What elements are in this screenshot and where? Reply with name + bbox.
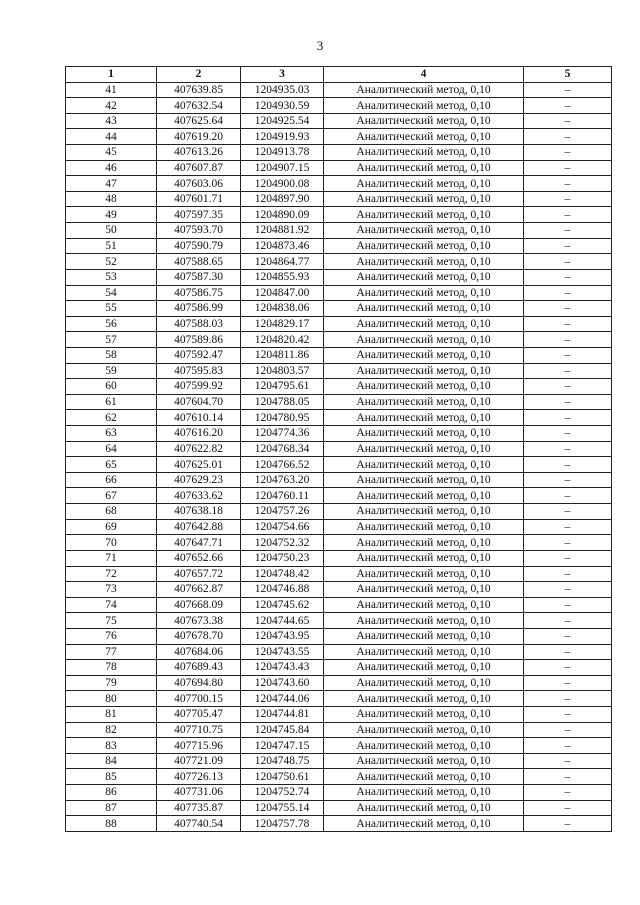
cell-point-number: 55 [66,301,157,317]
cell-x: 407705.47 [157,706,241,722]
table-row [66,785,612,801]
cell-method: Аналитический метод, 0,10 [324,98,524,114]
cell-point-number: 64 [66,441,157,457]
cell-method: Аналитический метод, 0,10 [324,145,524,161]
table-row [66,332,612,348]
cell-y: 1204743.55 [241,644,324,660]
cell-method: Аналитический метод, 0,10 [324,191,524,207]
cell-description: – [524,769,612,785]
table-row [66,426,612,442]
cell-point-number: 60 [66,379,157,395]
cell-y: 1204743.60 [241,675,324,691]
cell-y: 1204913.78 [241,145,324,161]
cell-point-number: 84 [66,753,157,769]
cell-y: 1204752.32 [241,535,324,551]
cell-point-number: 49 [66,207,157,223]
table-row [66,113,612,129]
cell-point-number: 72 [66,566,157,582]
cell-description: – [524,347,612,363]
cell-description: – [524,628,612,644]
table-row [66,379,612,395]
cell-x: 407589.86 [157,332,241,348]
cell-y: 1204748.42 [241,566,324,582]
cell-method: Аналитический метод, 0,10 [324,613,524,629]
cell-y: 1204907.15 [241,160,324,176]
table-row [66,410,612,426]
cell-y: 1204744.65 [241,613,324,629]
cell-x: 407586.75 [157,285,241,301]
cell-point-number: 59 [66,363,157,379]
cell-y: 1204748.75 [241,753,324,769]
cell-y: 1204855.93 [241,269,324,285]
cell-method: Аналитический метод, 0,10 [324,176,524,192]
cell-point-number: 79 [66,675,157,691]
cell-x: 407710.75 [157,722,241,738]
cell-point-number: 47 [66,176,157,192]
cell-point-number: 62 [66,410,157,426]
cell-x: 407632.54 [157,98,241,114]
page-number: 3 [316,38,324,53]
cell-y: 1204864.77 [241,254,324,270]
cell-method: Аналитический метод, 0,10 [324,706,524,722]
cell-x: 407616.20 [157,426,241,442]
cell-description: – [524,129,612,145]
cell-x: 407625.01 [157,457,241,473]
cell-method: Аналитический метод, 0,10 [324,472,524,488]
cell-x: 407586.99 [157,301,241,317]
cell-point-number: 46 [66,160,157,176]
cell-method: Аналитический метод, 0,10 [324,816,524,832]
cell-y: 1204935.03 [241,82,324,98]
cell-y: 1204743.43 [241,660,324,676]
column-header-x: 2 [157,67,241,83]
table-row [66,129,612,145]
cell-method: Аналитический метод, 0,10 [324,238,524,254]
cell-x: 407619.20 [157,129,241,145]
cell-point-number: 71 [66,550,157,566]
cell-y: 1204743.95 [241,628,324,644]
cell-method: Аналитический метод, 0,10 [324,597,524,613]
table-row [66,660,612,676]
cell-x: 407721.09 [157,753,241,769]
cell-method: Аналитический метод, 0,10 [324,675,524,691]
cell-point-number: 81 [66,706,157,722]
cell-description: – [524,379,612,395]
cell-description: – [524,207,612,223]
cell-method: Аналитический метод, 0,10 [324,753,524,769]
cell-y: 1204774.36 [241,426,324,442]
cell-y: 1204757.26 [241,504,324,520]
cell-method: Аналитический метод, 0,10 [324,223,524,239]
cell-description: – [524,285,612,301]
cell-x: 407629.23 [157,472,241,488]
cell-description: – [524,519,612,535]
table-row [66,285,612,301]
cell-point-number: 68 [66,504,157,520]
cell-point-number: 87 [66,800,157,816]
cell-x: 407689.43 [157,660,241,676]
cell-x: 407731.06 [157,785,241,801]
cell-y: 1204754.66 [241,519,324,535]
cell-point-number: 76 [66,628,157,644]
table-row [66,800,612,816]
table-row [66,269,612,285]
cell-point-number: 67 [66,488,157,504]
cell-method: Аналитический метод, 0,10 [324,254,524,270]
cell-y: 1204925.54 [241,113,324,129]
cell-x: 407633.62 [157,488,241,504]
cell-description: – [524,488,612,504]
cell-y: 1204750.61 [241,769,324,785]
cell-description: – [524,98,612,114]
cell-y: 1204900.08 [241,176,324,192]
cell-point-number: 48 [66,191,157,207]
cell-x: 407597.35 [157,207,241,223]
cell-point-number: 52 [66,254,157,270]
table-row [66,566,612,582]
cell-method: Аналитический метод, 0,10 [324,582,524,598]
cell-description: – [524,191,612,207]
table-row [66,722,612,738]
table-row [66,504,612,520]
cell-description: – [524,800,612,816]
cell-y: 1204763.20 [241,472,324,488]
cell-method: Аналитический метод, 0,10 [324,644,524,660]
cell-point-number: 65 [66,457,157,473]
cell-y: 1204768.34 [241,441,324,457]
cell-y: 1204829.17 [241,316,324,332]
cell-x: 407668.09 [157,597,241,613]
cell-method: Аналитический метод, 0,10 [324,301,524,317]
cell-point-number: 82 [66,722,157,738]
cell-description: – [524,644,612,660]
table-row [66,441,612,457]
cell-x: 407735.87 [157,800,241,816]
table-row [66,488,612,504]
cell-x: 407590.79 [157,238,241,254]
cell-point-number: 43 [66,113,157,129]
column-header-point-number: 1 [66,67,157,83]
cell-point-number: 73 [66,582,157,598]
cell-point-number: 51 [66,238,157,254]
cell-x: 407601.71 [157,191,241,207]
cell-description: – [524,722,612,738]
table-row [66,207,612,223]
cell-y: 1204752.74 [241,785,324,801]
cell-method: Аналитический метод, 0,10 [324,800,524,816]
cell-description: – [524,410,612,426]
cell-description: – [524,660,612,676]
cell-point-number: 88 [66,816,157,832]
cell-x: 407588.03 [157,316,241,332]
cell-y: 1204747.15 [241,738,324,754]
cell-method: Аналитический метод, 0,10 [324,628,524,644]
cell-y: 1204755.14 [241,800,324,816]
table-row [66,582,612,598]
cell-x: 407622.82 [157,441,241,457]
table-row [66,628,612,644]
cell-y: 1204890.09 [241,207,324,223]
cell-description: – [524,254,612,270]
cell-description: – [524,176,612,192]
cell-description: – [524,301,612,317]
cell-point-number: 41 [66,82,157,98]
cell-method: Аналитический метод, 0,10 [324,738,524,754]
column-header-description: 5 [524,67,612,83]
cell-description: – [524,566,612,582]
cell-point-number: 75 [66,613,157,629]
table-row [66,644,612,660]
cell-method: Аналитический метод, 0,10 [324,316,524,332]
table-row [66,363,612,379]
cell-y: 1204897.90 [241,191,324,207]
cell-point-number: 77 [66,644,157,660]
cell-y: 1204744.06 [241,691,324,707]
cell-method: Аналитический метод, 0,10 [324,660,524,676]
cell-x: 407673.38 [157,613,241,629]
table-body [66,82,612,831]
cell-method: Аналитический метод, 0,10 [324,129,524,145]
table-row [66,347,612,363]
cell-x: 407595.83 [157,363,241,379]
cell-description: – [524,504,612,520]
cell-method: Аналитический метод, 0,10 [324,394,524,410]
cell-description: – [524,582,612,598]
table-row [66,738,612,754]
cell-method: Аналитический метод, 0,10 [324,457,524,473]
cell-y: 1204919.93 [241,129,324,145]
cell-method: Аналитический метод, 0,10 [324,426,524,442]
cell-point-number: 74 [66,597,157,613]
cell-method: Аналитический метод, 0,10 [324,519,524,535]
table-row [66,613,612,629]
cell-description: – [524,441,612,457]
cell-y: 1204766.52 [241,457,324,473]
cell-point-number: 53 [66,269,157,285]
cell-point-number: 54 [66,285,157,301]
table-row [66,706,612,722]
cell-description: – [524,269,612,285]
cell-x: 407678.70 [157,628,241,644]
table-row [66,816,612,832]
cell-y: 1204803.57 [241,363,324,379]
table-header-row [66,67,612,83]
cell-method: Аналитический метод, 0,10 [324,550,524,566]
cell-method: Аналитический метод, 0,10 [324,691,524,707]
cell-point-number: 50 [66,223,157,239]
cell-x: 407647.71 [157,535,241,551]
cell-x: 407603.06 [157,176,241,192]
table-row [66,223,612,239]
cell-description: – [524,223,612,239]
cell-x: 407587.30 [157,269,241,285]
cell-point-number: 70 [66,535,157,551]
cell-x: 407684.06 [157,644,241,660]
cell-x: 407625.64 [157,113,241,129]
cell-point-number: 78 [66,660,157,676]
cell-method: Аналитический метод, 0,10 [324,285,524,301]
cell-y: 1204746.88 [241,582,324,598]
coordinates-table [65,66,612,832]
table-row [66,769,612,785]
cell-x: 407642.88 [157,519,241,535]
cell-x: 407639.85 [157,82,241,98]
cell-description: – [524,597,612,613]
cell-point-number: 80 [66,691,157,707]
table-row [66,316,612,332]
cell-method: Аналитический метод, 0,10 [324,113,524,129]
cell-x: 407662.87 [157,582,241,598]
cell-y: 1204760.11 [241,488,324,504]
cell-x: 407694.80 [157,675,241,691]
cell-x: 407607.87 [157,160,241,176]
cell-x: 407593.70 [157,223,241,239]
table-row [66,301,612,317]
cell-method: Аналитический метод, 0,10 [324,160,524,176]
column-header-method: 4 [324,67,524,83]
cell-description: – [524,738,612,754]
cell-y: 1204847.00 [241,285,324,301]
cell-y: 1204745.84 [241,722,324,738]
cell-point-number: 58 [66,347,157,363]
cell-method: Аналитический метод, 0,10 [324,769,524,785]
table-row [66,753,612,769]
cell-description: – [524,426,612,442]
cell-x: 407657.72 [157,566,241,582]
cell-description: – [524,82,612,98]
table-row [66,254,612,270]
cell-x: 407592.47 [157,347,241,363]
cell-description: – [524,394,612,410]
cell-description: – [524,457,612,473]
cell-point-number: 69 [66,519,157,535]
cell-point-number: 85 [66,769,157,785]
cell-description: – [524,675,612,691]
cell-point-number: 42 [66,98,157,114]
cell-method: Аналитический метод, 0,10 [324,535,524,551]
cell-x: 407652.66 [157,550,241,566]
table-row [66,394,612,410]
cell-point-number: 66 [66,472,157,488]
cell-description: – [524,535,612,551]
cell-method: Аналитический метод, 0,10 [324,207,524,223]
cell-x: 407700.15 [157,691,241,707]
cell-description: – [524,550,612,566]
table-row [66,191,612,207]
table-row [66,160,612,176]
cell-method: Аналитический метод, 0,10 [324,363,524,379]
cell-x: 407610.14 [157,410,241,426]
table-row [66,176,612,192]
cell-description: – [524,316,612,332]
table-row [66,457,612,473]
table-row [66,145,612,161]
cell-point-number: 86 [66,785,157,801]
cell-x: 407604.70 [157,394,241,410]
cell-method: Аналитический метод, 0,10 [324,441,524,457]
cell-method: Аналитический метод, 0,10 [324,332,524,348]
table-row [66,597,612,613]
cell-description: – [524,113,612,129]
cell-method: Аналитический метод, 0,10 [324,347,524,363]
cell-method: Аналитический метод, 0,10 [324,504,524,520]
cell-x: 407715.96 [157,738,241,754]
table-row [66,472,612,488]
cell-description: – [524,472,612,488]
cell-description: – [524,691,612,707]
cell-description: – [524,332,612,348]
cell-x: 407588.65 [157,254,241,270]
cell-method: Аналитический метод, 0,10 [324,269,524,285]
cell-y: 1204930.59 [241,98,324,114]
cell-point-number: 57 [66,332,157,348]
table-row [66,519,612,535]
cell-point-number: 44 [66,129,157,145]
cell-point-number: 45 [66,145,157,161]
cell-method: Аналитический метод, 0,10 [324,410,524,426]
cell-description: – [524,706,612,722]
cell-point-number: 56 [66,316,157,332]
cell-method: Аналитический метод, 0,10 [324,566,524,582]
cell-description: – [524,816,612,832]
cell-y: 1204788.05 [241,394,324,410]
cell-y: 1204780.95 [241,410,324,426]
cell-description: – [524,238,612,254]
cell-description: – [524,145,612,161]
cell-y: 1204881.92 [241,223,324,239]
cell-description: – [524,785,612,801]
cell-description: – [524,160,612,176]
cell-x: 407638.18 [157,504,241,520]
table-row [66,691,612,707]
cell-description: – [524,363,612,379]
cell-method: Аналитический метод, 0,10 [324,82,524,98]
cell-x: 407740.54 [157,816,241,832]
cell-method: Аналитический метод, 0,10 [324,722,524,738]
cell-method: Аналитический метод, 0,10 [324,785,524,801]
table-row [66,238,612,254]
cell-y: 1204795.61 [241,379,324,395]
cell-y: 1204757.78 [241,816,324,832]
cell-x: 407726.13 [157,769,241,785]
column-header-y: 3 [241,67,324,83]
table-row [66,550,612,566]
cell-method: Аналитический метод, 0,10 [324,379,524,395]
cell-point-number: 83 [66,738,157,754]
cell-x: 407613.26 [157,145,241,161]
cell-y: 1204744.81 [241,706,324,722]
table-row [66,82,612,98]
cell-y: 1204745.62 [241,597,324,613]
cell-y: 1204811.86 [241,347,324,363]
cell-y: 1204873.46 [241,238,324,254]
table-row [66,535,612,551]
cell-y: 1204820.42 [241,332,324,348]
cell-description: – [524,613,612,629]
cell-point-number: 63 [66,426,157,442]
cell-y: 1204838.06 [241,301,324,317]
cell-point-number: 61 [66,394,157,410]
table-row [66,675,612,691]
cell-description: – [524,753,612,769]
cell-method: Аналитический метод, 0,10 [324,488,524,504]
cell-x: 407599.92 [157,379,241,395]
table-row [66,98,612,114]
cell-y: 1204750.23 [241,550,324,566]
